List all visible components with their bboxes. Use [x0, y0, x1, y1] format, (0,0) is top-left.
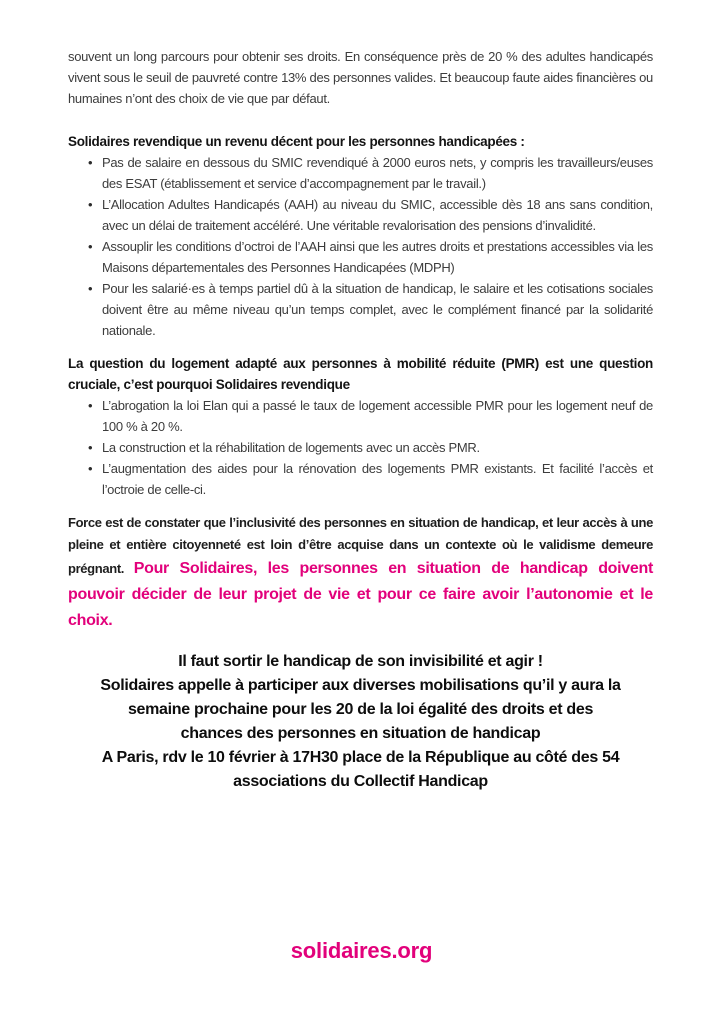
conclusion-highlight: Pour Solidaires, les personnes en situation de handicap doivent pouvoir décider de leur projet de vie et pour ce faire avoir l’autonomie et le choix. [68, 560, 653, 629]
list-item-text: L’augmentation des aides pour la rénovation des logements PMR existants. Et facilité l’accès et l’octroie de celle-ci. [102, 461, 653, 497]
list-item [68, 152, 653, 194]
list-item-text: Pas de salaire en dessous du SMIC revendiqué à 2000 euros nets, y compris les travailleurs/euses des ESAT (établissement et service d’accompagnement par le travail.) [102, 155, 653, 191]
list-item [68, 236, 653, 278]
section2-bullet-list [68, 395, 653, 500]
list-item-text: L’Allocation Adultes Handicapés (AAH) au niveau du SMIC, accessible dès 18 ans sans condition, avec un délai de traitement accéléré. Une véritable revalorisation des pensions d’invalidité. [102, 197, 653, 233]
conclusion-text: Force est de constater que l’inclusivité des personnes en situation de handicap, et leur accès à une pleine et entière citoyenneté est loin d’être acquise dans un contexte où le validisme demeure prégnant. [68, 515, 653, 576]
list-item-text: Assouplir les conditions d’octroi de l’AAH ainsi que les autres droits et prestations accessibles via les Maisons départementales des Personnes Handicapées (MDPH) [102, 239, 653, 275]
cta-line: chances des personnes en situation de handicap [180, 725, 541, 742]
footer [0, 938, 723, 964]
list-item [68, 458, 653, 500]
list-item-text: Pour les salarié·es à temps partiel dû à la situation de handicap, le salaire et les cotisations sociales doivent être au même niveau qu’un temps complet, avec le complément financé par la solidarité nationale. [102, 281, 653, 338]
footer-link[interactable]: solidaires.org [290, 938, 433, 963]
list-item [68, 194, 653, 236]
list-item-text: L’abrogation la loi Elan qui a passé le taux de logement accessible PMR pour les logement neuf de 100 % à 20 %. [102, 398, 653, 434]
bullet-icon: • [88, 440, 93, 455]
bullet-icon: • [88, 239, 93, 254]
intro-paragraph: souvent un long parcours pour obtenir ses droits. En conséquence près de 20 % des adultes handicapés vivent sous le seuil de pauvreté contre 13% des personnes valides. Et beaucoup faute aides financières ou humaines n’ont des choix de vie que par défaut. [68, 49, 653, 106]
cta-line: A Paris, rdv le 10 février à 17H30 place de la République au côté des 54 [101, 749, 620, 766]
list-item-text: La construction et la réhabilitation de logements avec un accès PMR. [102, 440, 480, 455]
list-item [68, 278, 653, 341]
section1-heading: Solidaires revendique un revenu décent pour les personnes handicapées : [68, 134, 525, 149]
bullet-icon: • [88, 155, 93, 170]
cta-line: semaine prochaine pour les 20 de la loi égalité des droits et des [127, 701, 594, 718]
bullet-icon: • [88, 197, 93, 212]
list-item [68, 437, 653, 458]
cta-line: Solidaires appelle à participer aux diverses mobilisations qu’il y aura la [100, 677, 621, 694]
call-to-action [68, 650, 653, 794]
cta-line: associations du Collectif Handicap [233, 773, 488, 790]
section1-bullet-list [68, 152, 653, 341]
cta-line: Il faut sortir le handicap de son invisibilité et agir ! [178, 653, 543, 670]
bullet-icon: • [88, 461, 93, 476]
section2-heading: La question du logement adapté aux personnes à mobilité réduite (PMR) est une question cruciale, c’est pourquoi Solidaires revendique [68, 356, 653, 392]
conclusion-paragraph [68, 512, 653, 634]
list-item [68, 395, 653, 437]
bullet-icon: • [88, 281, 93, 296]
bullet-icon: • [88, 398, 93, 413]
